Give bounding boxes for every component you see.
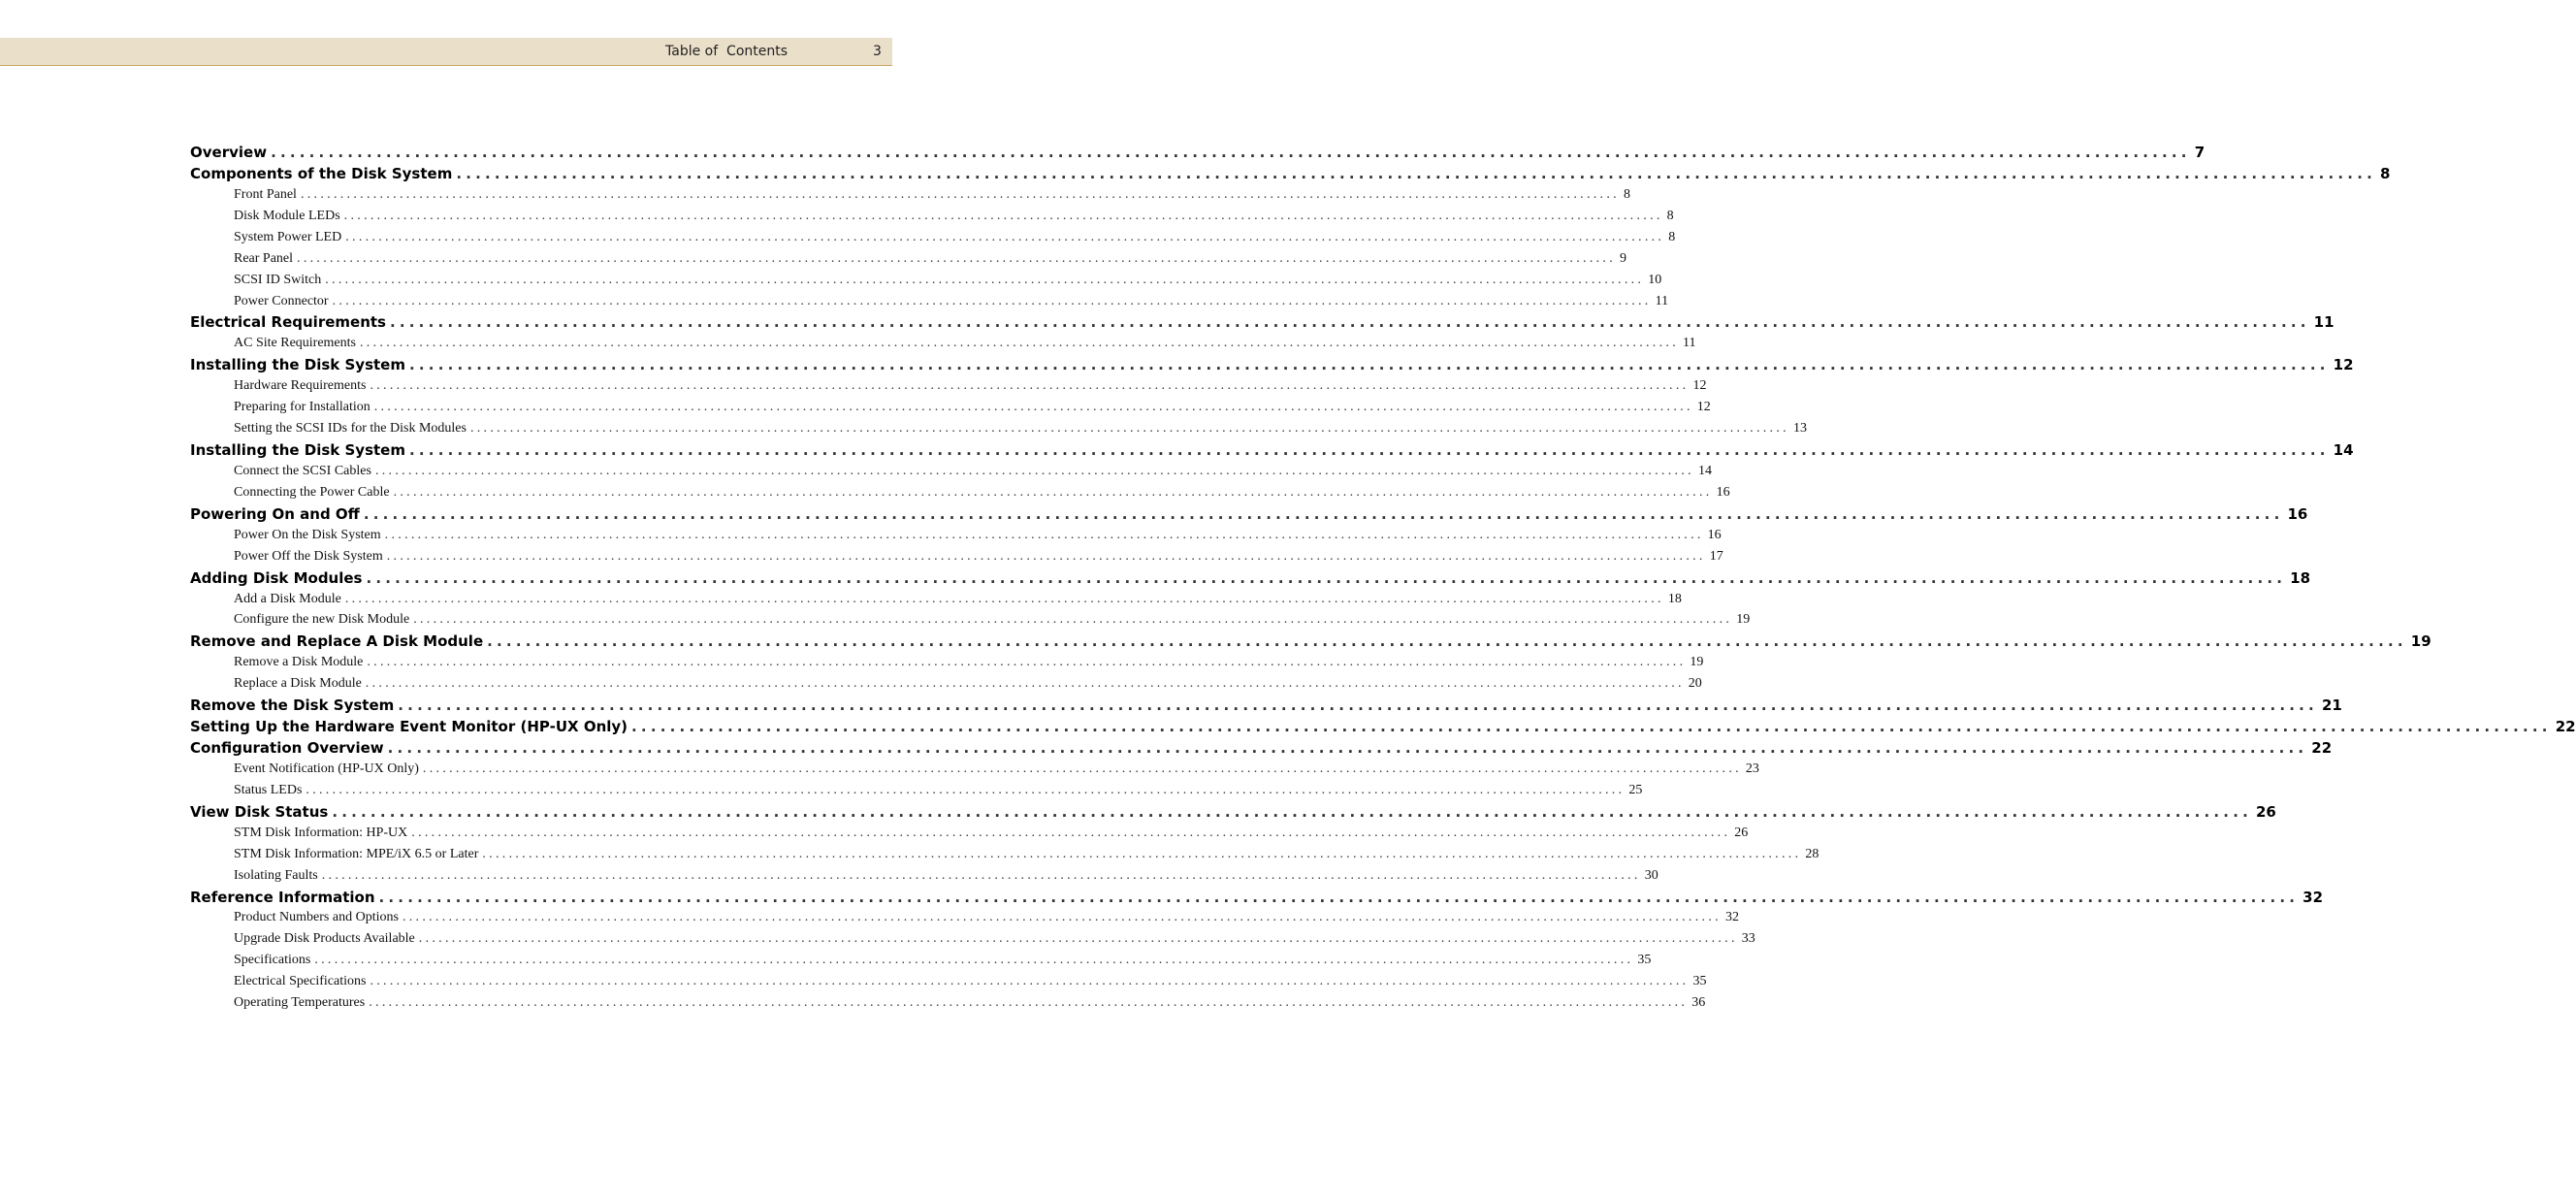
dot-leader: ........................................................................................................................................................................................................	[314, 953, 1634, 968]
toc-entry-title: Remove and Replace A Disk Module	[190, 632, 484, 651]
toc-entry-page-number: 23	[1745, 761, 1759, 776]
toc-entry-title: Upgrade Disk Products Available	[234, 931, 415, 947]
toc-chapter-entry[interactable]	[190, 313, 2334, 332]
toc-entry-title: Powering On and Off	[190, 504, 360, 523]
toc-entry-title: Configuration Overview	[190, 739, 384, 758]
toc-entry-page-number: 25	[1628, 782, 1643, 797]
toc-entry-title: Product Numbers and Options	[234, 910, 399, 925]
dot-leader: ........................................................................................................................................................................................................	[456, 164, 2376, 182]
toc-section-entry[interactable]	[234, 484, 1730, 501]
toc-section-entry[interactable]	[234, 761, 1759, 777]
toc-entry-page-number: 12	[1692, 378, 1707, 394]
toc-section-entry[interactable]	[234, 463, 1712, 479]
toc-entry-page-number: 35	[1637, 953, 1652, 968]
dot-leader: ........................................................................................................................................................................................................	[370, 378, 1690, 394]
toc-entry-title: Components of the Disk System	[190, 164, 453, 182]
toc-entry-title: Preparing for Installation	[234, 400, 370, 415]
dot-leader: ........................................................................................................................................................................................................	[418, 931, 1738, 947]
dot-leader: ........................................................................................................................................................................................................	[300, 186, 1620, 202]
toc-section-entry[interactable]	[234, 400, 1711, 415]
running-header-title: Table of Contents	[665, 44, 789, 59]
toc-entry-title: Overview	[190, 144, 268, 161]
toc-entry-page-number: 19	[1690, 655, 1704, 670]
toc-entry-title: Hardware Requirements	[234, 378, 367, 394]
toc-entry-page-number: 9	[1620, 250, 1627, 266]
dot-leader: ........................................................................................................................................................................................................	[393, 484, 1713, 500]
toc-entry-title: Rear Panel	[234, 250, 294, 266]
toc-section-entry[interactable]	[234, 655, 1704, 670]
toc-entry-title: Disk Module LEDs	[234, 208, 340, 223]
dot-leader: ........................................................................................................................................................................................................	[370, 974, 1690, 989]
toc-chapter-entry[interactable]	[190, 696, 2342, 715]
toc-entry-title: AC Site Requirements	[234, 336, 356, 351]
toc-entry-title: Installing the Disk System	[190, 441, 405, 460]
dot-leader: ........................................................................................................................................................................................................	[271, 144, 2191, 161]
toc-entry-title: View Disk Status	[190, 802, 329, 821]
toc-section-entry[interactable]	[234, 250, 1627, 267]
toc-entry-title: Remove a Disk Module	[234, 655, 364, 670]
dot-leader: ........................................................................................................................................................................................................	[413, 612, 1733, 628]
dot-leader: ........................................................................................................................................................................................................	[343, 208, 1663, 223]
toc-entry-page-number: 26	[1734, 825, 1749, 840]
toc-entry-page-number: 19	[1736, 612, 1751, 628]
dot-leader: ........................................................................................................................................................................................................	[366, 568, 2287, 587]
dot-leader: ........................................................................................................................................................................................................	[482, 846, 1802, 861]
toc-entry-page-number: 32	[2302, 888, 2324, 906]
toc-entry-title: Power Off the Disk System	[234, 548, 383, 564]
toc-entry-page-number: 8	[1623, 186, 1630, 202]
toc-section-entry[interactable]	[234, 208, 1674, 224]
toc-entry-page-number: 11	[2313, 313, 2334, 332]
dot-leader: ........................................................................................................................................................................................................	[386, 548, 1706, 564]
toc-chapter-entry[interactable]	[190, 739, 2333, 758]
toc-chapter-entry[interactable]	[190, 802, 2276, 821]
toc-entry-title: Status LEDs	[234, 782, 303, 797]
toc-section-entry[interactable]	[234, 676, 1702, 692]
toc-section-entry[interactable]	[234, 591, 1682, 607]
dot-leader: ........................................................................................................................................................................................................	[306, 782, 1626, 797]
dot-leader: ........................................................................................................................................................................................................	[469, 421, 1789, 437]
toc-entry-page-number: 11	[1683, 336, 1696, 351]
toc-entry-title: Adding Disk Modules	[190, 568, 363, 587]
dot-leader: ........................................................................................................................................................................................................	[487, 632, 2407, 651]
toc-chapter-entry[interactable]	[190, 568, 2311, 587]
toc-entry-page-number: 8	[1668, 229, 1676, 244]
toc-section-entry[interactable]	[234, 867, 1658, 884]
toc-section-entry[interactable]	[234, 782, 1643, 798]
dot-leader: ........................................................................................................................................................................................................	[402, 910, 1722, 925]
toc-section-entry[interactable]	[234, 186, 1630, 203]
toc-entry-page-number: 10	[1648, 272, 1662, 287]
toc-entry-page-number: 18	[2290, 568, 2311, 587]
dot-leader: ........................................................................................................................................................................................................	[365, 676, 1685, 692]
toc-entry-page-number: 19	[2410, 632, 2431, 651]
dot-leader: ........................................................................................................................................................................................................	[387, 739, 2308, 758]
toc-chapter-entry[interactable]	[190, 164, 2391, 182]
toc-entry-page-number: 30	[1644, 867, 1658, 883]
toc-entry-page-number: 14	[2333, 441, 2354, 460]
dot-leader: ........................................................................................................................................................................................................	[398, 696, 2318, 715]
toc-section-entry[interactable]	[234, 421, 1807, 437]
dot-leader: ........................................................................................................................................................................................................	[374, 463, 1694, 478]
toc-section-entry[interactable]	[234, 293, 1669, 309]
toc-entry-title: Electrical Specifications	[234, 974, 367, 989]
toc-section-entry[interactable]	[234, 953, 1652, 968]
toc-entry-title: Connecting the Power Cable	[234, 484, 390, 500]
toc-entry-title: STM Disk Information: MPE/iX 6.5 or Later	[234, 846, 479, 861]
toc-entry-page-number: 28	[1805, 846, 1819, 861]
toc-entry-title: Power Connector	[234, 293, 329, 308]
toc-chapter-entry[interactable]	[190, 718, 2576, 736]
toc-entry-page-number: 20	[1688, 676, 1702, 692]
dot-leader: ........................................................................................................................................................................................................	[422, 761, 1742, 776]
toc-section-entry[interactable]	[234, 825, 1749, 841]
toc-entry-page-number: 8	[2380, 164, 2391, 182]
toc-entry-page-number: 13	[1792, 421, 1807, 437]
dot-leader: ........................................................................................................................................................................................................	[363, 504, 2284, 523]
toc-entry-title: Add a Disk Module	[234, 591, 341, 606]
toc-entry-page-number: 22	[2311, 739, 2333, 758]
toc-chapter-entry[interactable]	[190, 356, 2354, 374]
toc-entry-title: Replace a Disk Module	[234, 676, 362, 692]
toc-entry-title: STM Disk Information: HP-UX	[234, 825, 408, 840]
toc-entry-page-number: 11	[1655, 293, 1669, 308]
toc-entry-page-number: 12	[2333, 356, 2354, 374]
dot-leader: ........................................................................................................................................................................................................	[373, 400, 1693, 415]
toc-section-entry[interactable]	[234, 527, 1722, 543]
toc-section-entry[interactable]	[234, 974, 1707, 989]
dot-leader: ........................................................................................................................................................................................................	[332, 293, 1652, 308]
dot-leader: ........................................................................................................................................................................................................	[411, 825, 1731, 840]
toc-entry-title: Electrical Requirements	[190, 313, 386, 332]
toc-entry-title: Front Panel	[234, 186, 297, 202]
toc-entry-page-number: 12	[1696, 400, 1711, 415]
toc-chapter-entry[interactable]	[190, 888, 2324, 906]
toc-entry-page-number: 16	[2287, 504, 2308, 523]
toc-section-entry[interactable]	[234, 336, 1696, 351]
toc-section-entry[interactable]	[234, 995, 1706, 1011]
toc-section-entry[interactable]	[234, 910, 1739, 925]
toc-entry-title: System Power LED	[234, 229, 342, 244]
dot-leader: ........................................................................................................................................................................................................	[344, 591, 1664, 606]
toc-section-entry[interactable]	[234, 272, 1662, 288]
toc-entry-page-number: 36	[1691, 995, 1706, 1011]
toc-chapter-entry[interactable]	[190, 504, 2308, 523]
toc-chapter-entry[interactable]	[190, 441, 2354, 460]
toc-entry-page-number: 8	[1666, 208, 1674, 223]
toc-entry-page-number: 18	[1667, 591, 1682, 606]
toc-entry-title: SCSI ID Switch	[234, 272, 322, 287]
dot-leader: ........................................................................................................................................................................................................	[321, 867, 1641, 883]
toc-entry-page-number: 17	[1709, 548, 1723, 564]
toc-entry-page-number: 16	[1707, 527, 1722, 542]
toc-section-entry[interactable]	[234, 612, 1751, 628]
toc-entry-title: Isolating Faults	[234, 867, 318, 883]
toc-entry-page-number: 22	[2555, 718, 2576, 736]
toc-section-entry[interactable]	[234, 846, 1819, 862]
toc-entry-page-number: 26	[2256, 802, 2276, 821]
toc-entry-title: Configure the new Disk Module	[234, 612, 410, 628]
toc-section-entry[interactable]	[234, 229, 1676, 245]
dot-leader: ........................................................................................................................................................................................................	[378, 888, 2300, 906]
dot-leader: ........................................................................................................................................................................................................	[384, 527, 1704, 542]
dot-leader: ........................................................................................................................................................................................................	[325, 272, 1645, 287]
toc-entry-title: Specifications	[234, 953, 311, 968]
toc-entry-page-number: 21	[2321, 696, 2342, 715]
dot-leader: ........................................................................................................................................................................................................	[631, 718, 2552, 736]
dot-leader: ........................................................................................................................................................................................................	[389, 313, 2310, 332]
toc-chapter-entry[interactable]	[190, 144, 2206, 161]
toc-entry-title: Operating Temperatures	[234, 995, 366, 1011]
dot-leader: ........................................................................................................................................................................................................	[360, 336, 1679, 351]
dot-leader: ........................................................................................................................................................................................................	[297, 250, 1617, 266]
toc-section-entry[interactable]	[234, 548, 1723, 565]
toc-entry-title: Remove the Disk System	[190, 696, 395, 715]
toc-entry-title: Setting Up the Hardware Event Monitor (HP-UX Only)	[190, 718, 628, 736]
dot-leader: ........................................................................................................................................................................................................	[409, 441, 2330, 460]
toc-entry-title: Reference Information	[190, 888, 375, 906]
dot-leader: ........................................................................................................................................................................................................	[345, 229, 1665, 244]
toc-entry-title: Setting the SCSI IDs for the Disk Modules	[234, 421, 467, 437]
toc-entry-title: Connect the SCSI Cables	[234, 463, 371, 478]
dot-leader: ........................................................................................................................................................................................................	[367, 655, 1687, 670]
toc-entry-page-number: 32	[1724, 910, 1739, 925]
toc-entry-title: Power On the Disk System	[234, 527, 381, 542]
toc-entry-page-number: 7	[2194, 144, 2206, 161]
toc-entry-page-number: 16	[1716, 484, 1730, 500]
toc-section-entry[interactable]	[234, 931, 1755, 947]
toc-chapter-entry[interactable]	[190, 632, 2431, 651]
dot-leader: ........................................................................................................................................................................................................	[332, 802, 2252, 821]
dot-leader: ........................................................................................................................................................................................................	[369, 995, 1689, 1011]
toc-section-entry[interactable]	[234, 378, 1707, 394]
dot-leader: ........................................................................................................................................................................................................	[409, 356, 2330, 374]
running-header-page-number: 3	[873, 44, 882, 59]
toc-entry-title: Event Notification (HP-UX Only)	[234, 761, 419, 776]
toc-entry-page-number: 33	[1741, 931, 1755, 947]
toc-entry-title: Installing the Disk System	[190, 356, 405, 374]
toc-entry-page-number: 35	[1692, 974, 1707, 989]
toc-entry-page-number: 14	[1697, 463, 1712, 478]
